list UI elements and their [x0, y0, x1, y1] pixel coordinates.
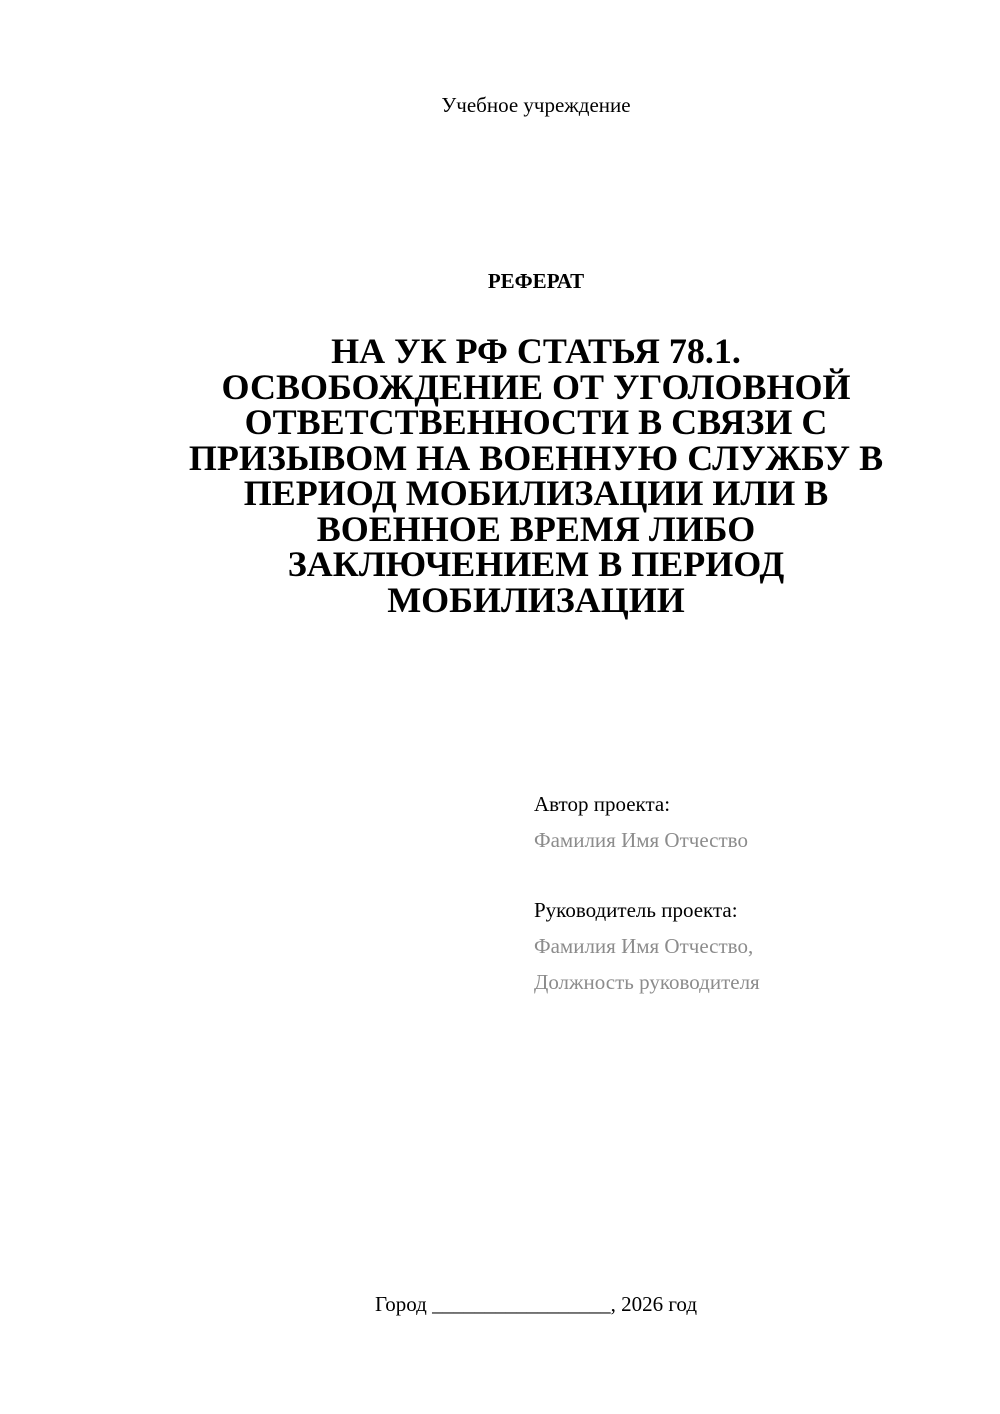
author-block	[534, 790, 974, 862]
document-type: РЕФЕРАТ	[487, 269, 585, 293]
title-line: ПЕРИОД МОБИЛИЗАЦИИ ИЛИ В	[243, 473, 829, 513]
title-line: ОТВЕТСТВЕННОСТИ В СВЯЗИ С	[244, 402, 828, 442]
institution-name: Учебное учреждение	[441, 93, 631, 117]
supervisor-position: Должность руководителя	[534, 970, 760, 994]
author-label: Автор проекта:	[534, 792, 671, 816]
supervisor-block	[534, 896, 974, 1004]
document-title	[130, 331, 942, 620]
city-year-line: Город _________________, 2026 год	[374, 1292, 698, 1316]
title-line: ЗАКЛЮЧЕНИЕМ В ПЕРИОД	[287, 544, 785, 584]
title-line: ОСВОБОЖДЕНИЕ ОТ УГОЛОВНОЙ	[221, 366, 851, 407]
title-line: МОБИЛИЗАЦИИ	[387, 579, 685, 620]
title-line: ВОЕННОЕ ВРЕМЯ ЛИБО	[316, 508, 756, 549]
supervisor-label: Руководитель проекта:	[534, 898, 738, 922]
title-line: ПРИЗЫВОМ НА ВОЕННУЮ СЛУЖБУ В	[188, 437, 884, 478]
author-name: Фамилия Имя Отчество	[534, 828, 748, 852]
supervisor-name: Фамилия Имя Отчество,	[534, 934, 754, 958]
title-line: НА УК РФ СТАТЬЯ 78.1.	[331, 331, 741, 371]
